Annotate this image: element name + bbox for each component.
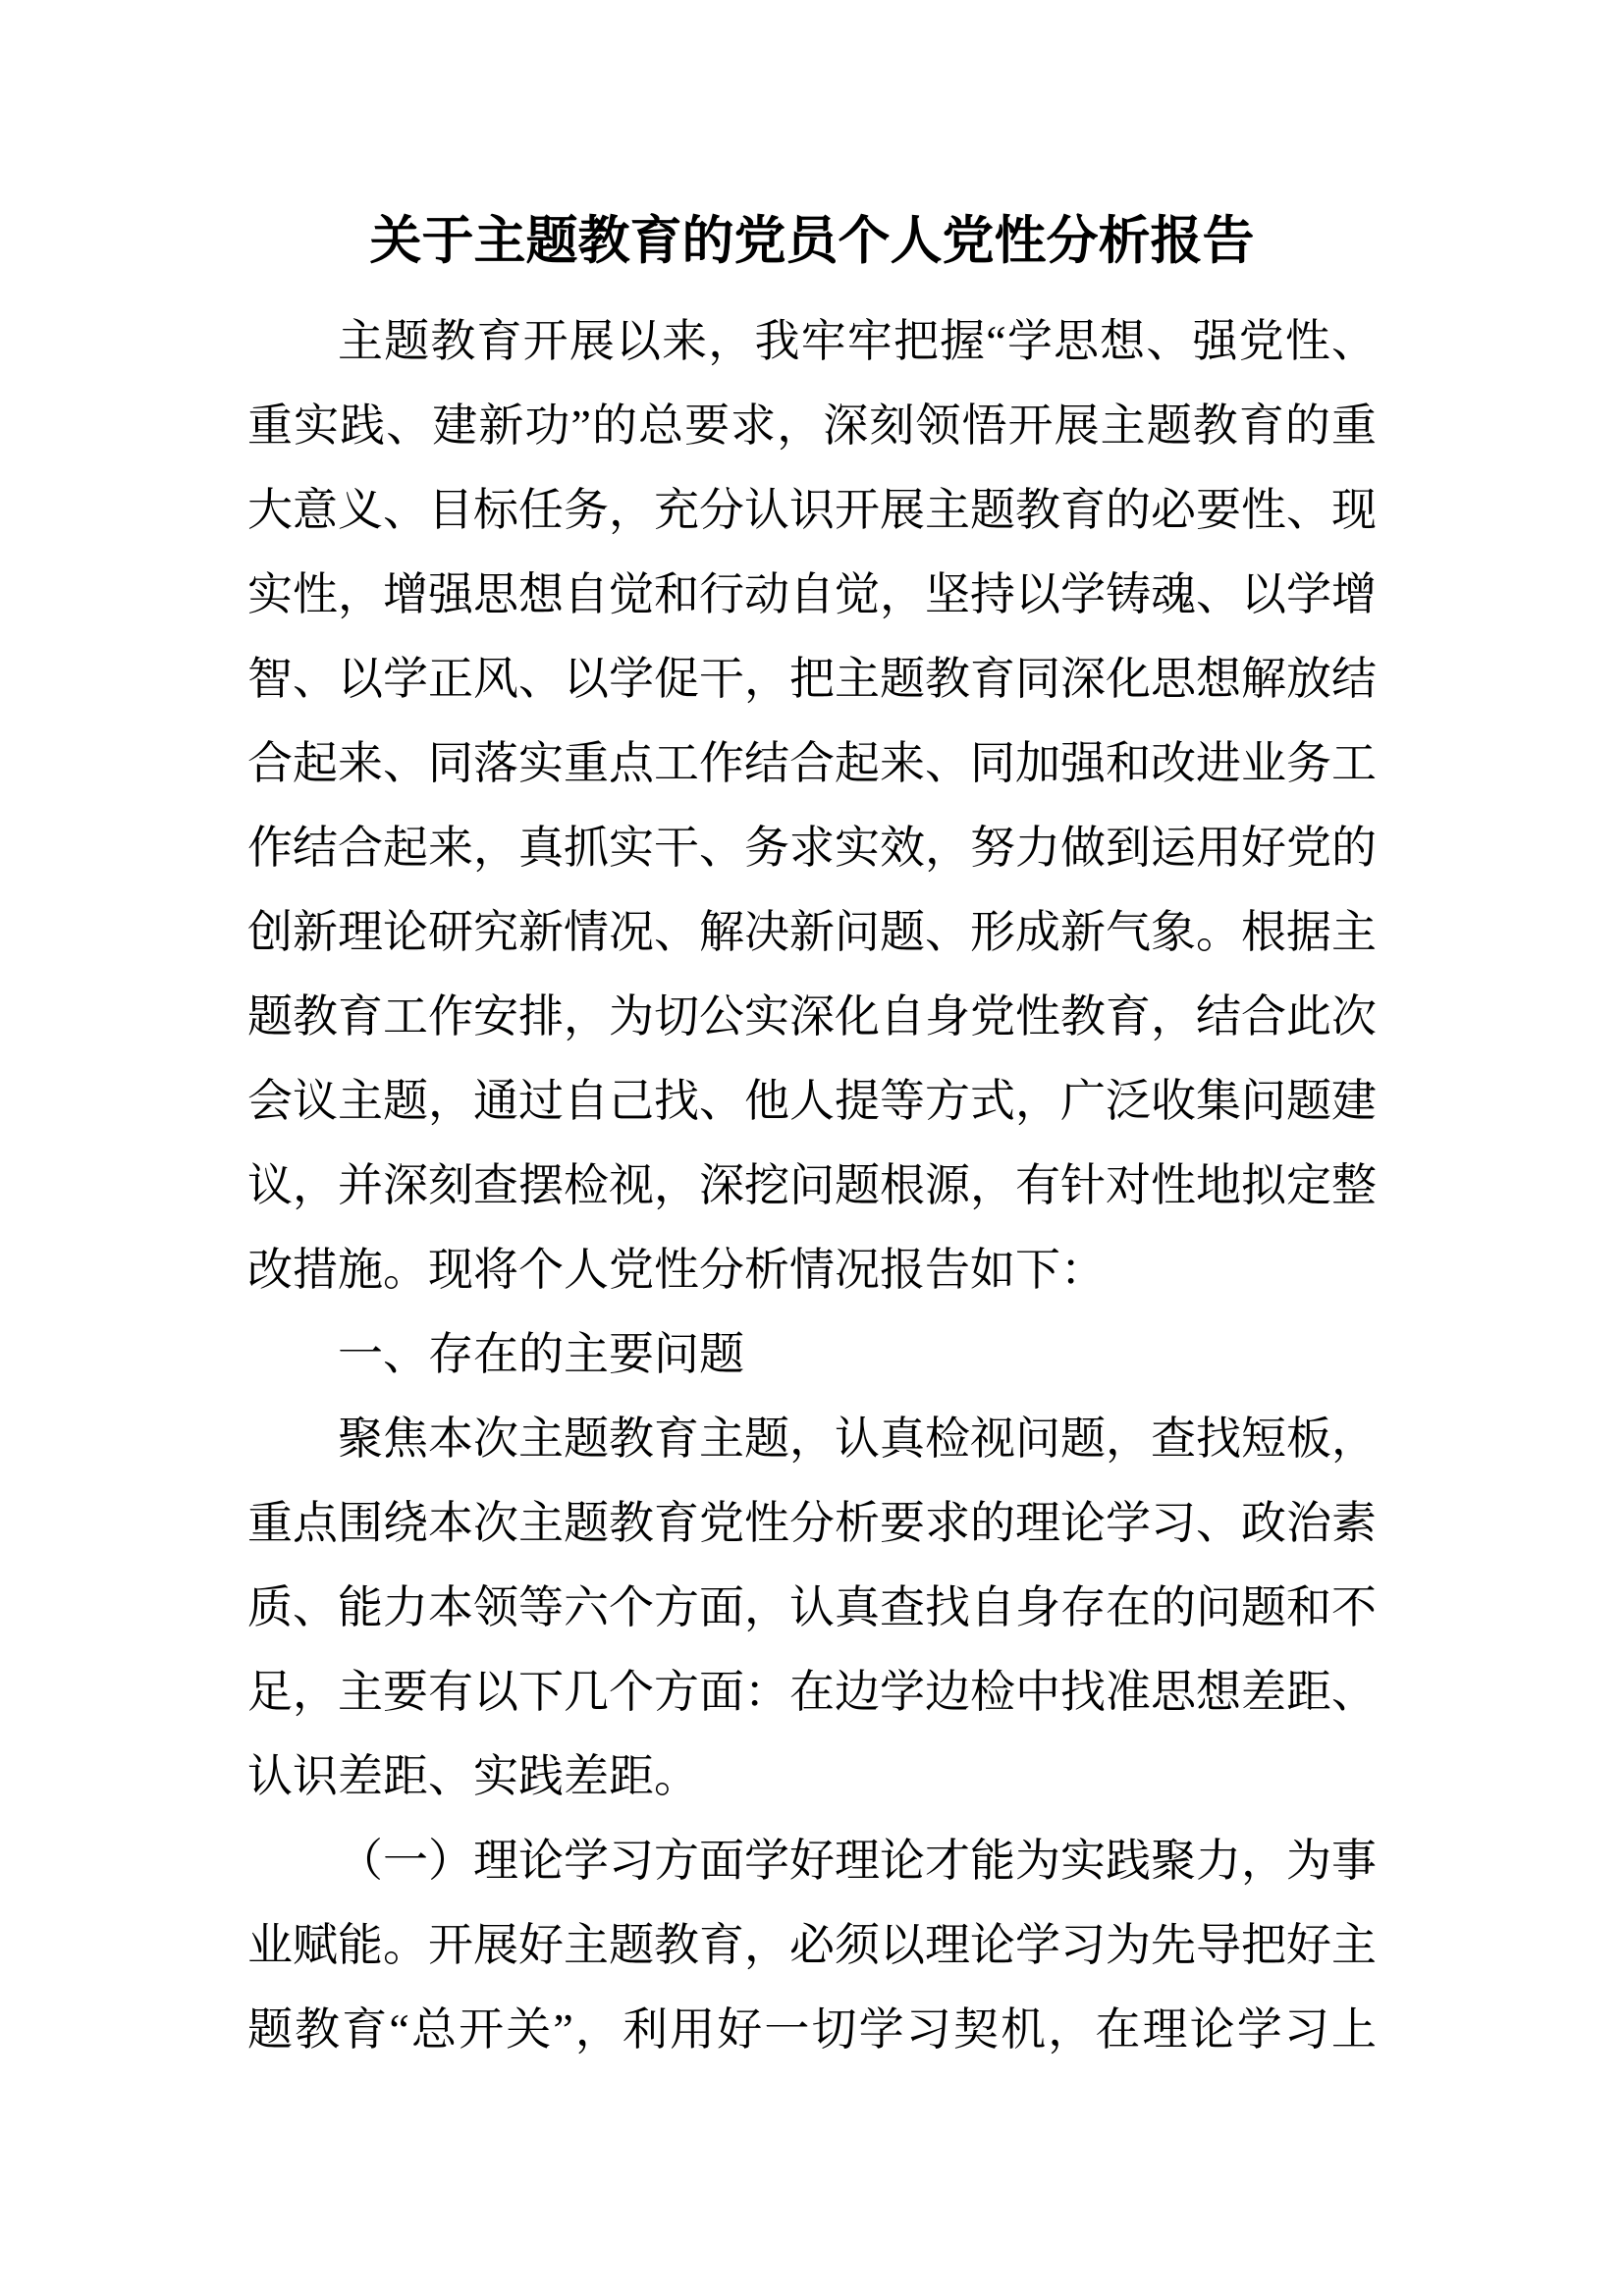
- paragraph: [247, 1397, 1377, 1819]
- text-line: 重实践、建新功”的总要求，深刻领悟开展主题教育的重: [247, 400, 1377, 451]
- text-line: 议，并深刻查摆检视，深挖问题根源，有针对性地拟定整: [247, 1160, 1377, 1210]
- text-line: 实性，增强思想自觉和行动自觉，坚持以学铸魂、以学增: [247, 569, 1377, 619]
- text-line: 聚焦本次主题教育主题，认真检视问题，查找短板，: [338, 1414, 1377, 1464]
- text-line: 创新理论研究新情况、解决新问题、形成新气象。根据主: [247, 907, 1377, 957]
- text-line: 题教育工作安排，为切公实深化自身党性教育，结合此次: [247, 991, 1377, 1041]
- text-line: 质、能力本领等六个方面，认真查找自身存在的问题和不: [247, 1582, 1377, 1632]
- text-line: 重点围绕本次主题教育党性分析要求的理论学习、政治素: [247, 1498, 1377, 1548]
- text-line: 智、以学正风、以学促干，把主题教育同深化思想解放结: [247, 654, 1377, 704]
- page-title: 关于主题教育的党员个人党性分析报告: [369, 213, 1255, 270]
- text-line: 主题教育开展以来，我牢牢把握“学思想、强党性、: [338, 316, 1377, 366]
- paragraph: [247, 1312, 1377, 1397]
- text-line: （一）理论学习方面学好理论才能为实践聚力，为事: [338, 1836, 1377, 1886]
- text-line: 改措施。现将个人党性分析情况报告如下：: [247, 1245, 1106, 1295]
- text-line: 足，主要有以下几个方面：在边学边检中找准思想差距、: [247, 1667, 1377, 1717]
- text-line: 会议主题，通过自己找、他人提等方式，广泛收集问题建: [247, 1076, 1377, 1126]
- document-content: [247, 201, 1377, 2072]
- text-line: 作结合起来，真抓实干、务求实效，努力做到运用好党的: [247, 823, 1377, 873]
- document-body: [247, 299, 1377, 2072]
- text-line: 一、存在的主要问题: [338, 1329, 744, 1379]
- text-line: 业赋能。开展好主题教育，必须以理论学习为先导把好主: [247, 1920, 1377, 1970]
- paragraph: [247, 1819, 1377, 2072]
- text-line: 合起来、同落实重点工作结合起来、同加强和改进业务工: [247, 738, 1377, 788]
- paragraph: [247, 299, 1377, 1312]
- text-line: 大意义、目标任务，充分认识开展主题教育的必要性、现: [247, 485, 1377, 535]
- text-line: 认识差距、实践差距。: [247, 1751, 699, 1801]
- text-line: 题教育“总开关”，利用好一切学习契机，在理论学习上: [247, 2004, 1377, 2055]
